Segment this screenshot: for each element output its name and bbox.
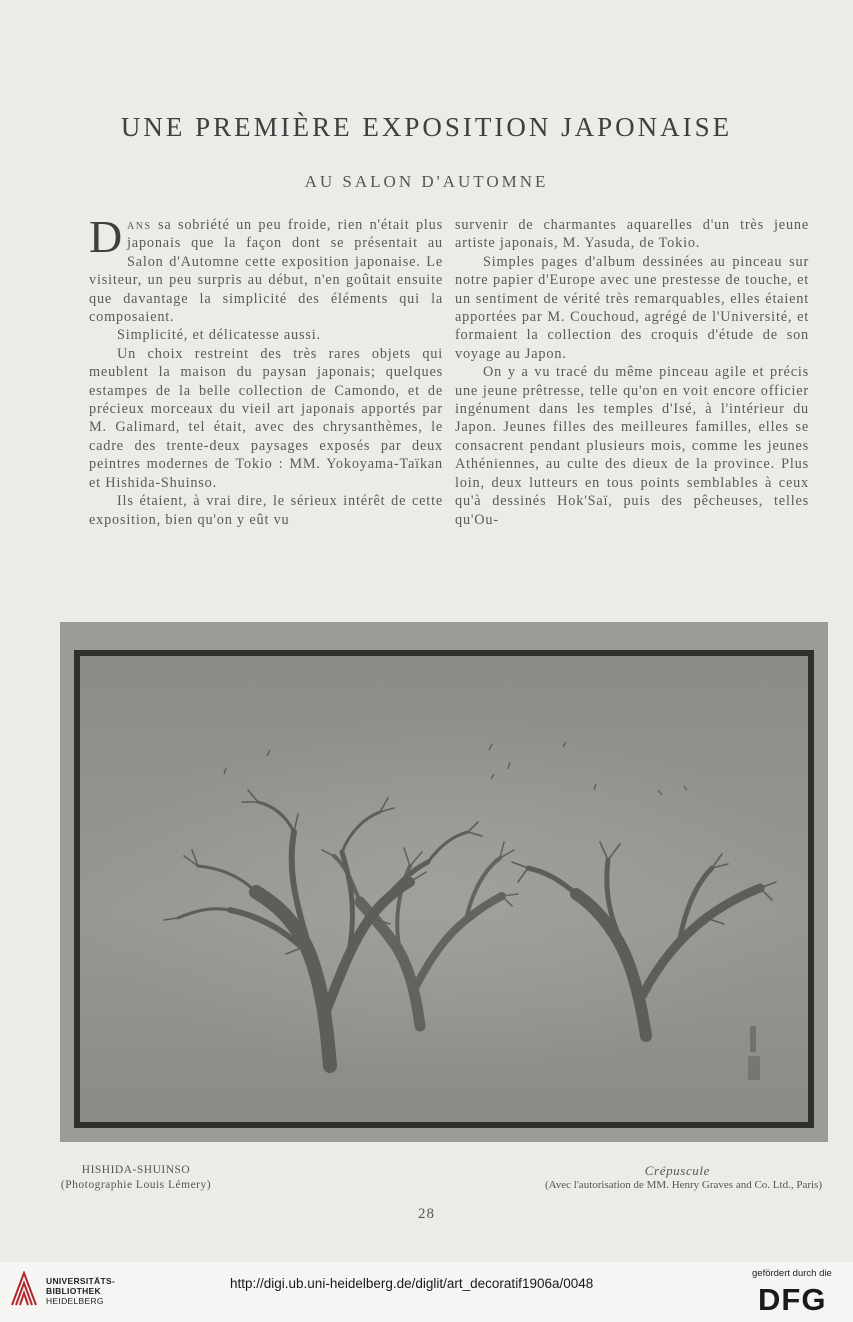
right-text-column [455, 216, 809, 529]
left-paragraph-1 [89, 211, 443, 326]
rights-credit: (Avec l'autorisation de MM. Henry Graves and Co. Ltd., Paris) [544, 1179, 822, 1191]
article-title: UNE PREMIÈRE EXPOSITION JAPONAISE [120, 112, 733, 142]
plate-caption-right [470, 1163, 822, 1193]
right-paragraph-3: On y a vu tracé du même pinceau agile et précis une jeune prêtresse, telle qu'on en voit encore officier ingénument dans les temples d'Isé, à l'intérieur du Japon. Jeunes filles des meilleures familles, elles se consacrent pendant plusieurs mois, comme les jeunes Athéniennes, au culte des dieux de la province. Plus loin, deux lutteurs en tous points semblables à ceux qu'à dessinés Hok'Saï, puis des pêcheuses, telles qu'Ou- [455, 364, 809, 528]
painting-frame [74, 650, 814, 1128]
right-paragraph-2: Simples pages d'album dessinées au pinceau sur notre papier d'Europe avec une prestesse de touche, et un sentiment de vérité très remarquables, elles étaient apportées par M. Couchoud, agrégé de l'Université, et formaient la collection des croquis d'étude de son voyage au Japon. [455, 253, 809, 362]
photographer-credit: (Photographie Louis Lémery) [60, 1179, 212, 1191]
left-paragraph-2: Simplicité, et délicatesse aussi. [117, 327, 321, 344]
right-paragraph-1: survenir de charmantes aquarelles d'un très jeune artiste japonais, M. Yasuda, de Tokio. [455, 217, 809, 252]
left-paragraph-3: Un choix restreint des très rares objets qui meublent la maison du paysan japonais; quelques estampes de la belle collection de Camondo, et de précieux morceaux du vieil art japonais apportés par M. Galimard, tel était, avec des chrysanthèmes, le cadre des trente-deux paysages exposés par deux peintres modernes de Tokio : MM. Yokoyama-Taïkan et Hishida-Shuinso. [89, 345, 443, 491]
digitization-footer [0, 1262, 853, 1322]
artist-name: HISHIDA-SHUINSO [81, 1164, 191, 1176]
left-text-column [89, 211, 443, 529]
funding-label: gefördert durch die [752, 1268, 832, 1279]
painting-crepuscule [80, 656, 808, 1122]
permalink-url[interactable]: http://digi.ub.uni-heidelberg.de/diglit/art_decoratif1906a/0048 [230, 1276, 594, 1291]
work-title: Crépuscule [644, 1163, 710, 1178]
page-number: 28 [418, 1206, 435, 1222]
library-name [46, 1276, 115, 1306]
painting-plate [60, 622, 828, 1142]
dfg-logo-icon: DFG [758, 1282, 827, 1317]
university-library-logo-icon [10, 1271, 38, 1307]
library-name-line3: HEIDELBERG [46, 1296, 104, 1306]
article-subtitle: AU SALON D'AUTOMNE [304, 172, 549, 191]
library-name-line2: BIBLIOTHEK [46, 1286, 101, 1296]
drop-cap: D [89, 211, 124, 262]
plate-caption-left [36, 1163, 236, 1193]
left-paragraph-4: Ils étaient, à vrai dire, le sérieux intérêt de cette exposition, bien qu'on y eût vu [89, 493, 443, 528]
left-paragraph-1-text: sa sobriété un peu froide, rien n'était plus japonais que la façon dont se présentait au Salon d'Automne cette exposition japonaise. Le visiteur, un peu surpris au début, n'en goûtait ensuite que davantage la simplicité des éléments qui la composaient. [89, 217, 443, 326]
drop-cap-smallcaps: ans [127, 217, 152, 233]
library-name-line1: UNIVERSITÄTS- [46, 1276, 116, 1286]
